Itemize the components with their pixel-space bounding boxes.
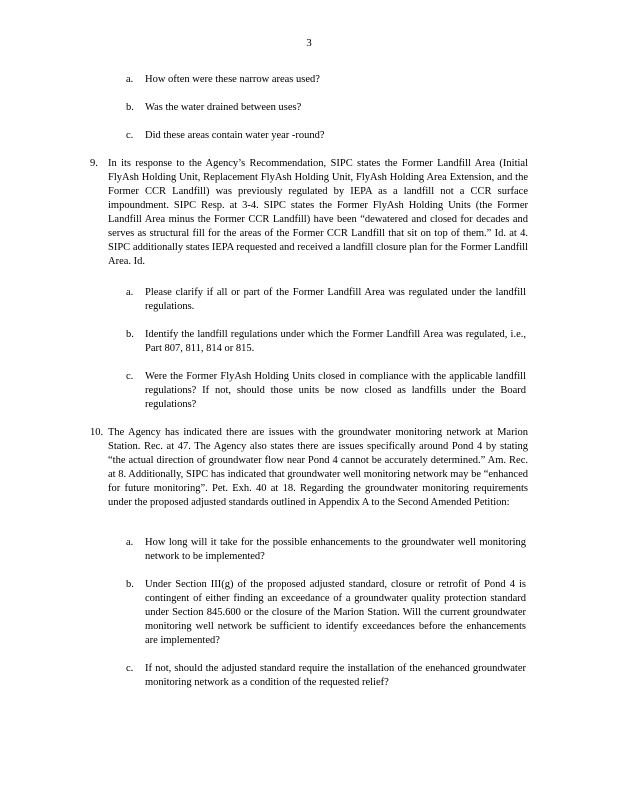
list-item [126, 101, 526, 115]
sub-item-letter: b. [126, 579, 134, 590]
sub-item-text: How often were these narrow areas used? [145, 74, 320, 85]
sub-item-text: Under Section III(g) of the proposed adjusted standard, closure or retrofit of Pond 4 is contingent of either finding an exceedance of a groundwater quality protection standard under Section 845.600 or the closure of the Marion Station. Will the current groundwater monitoring well network be sufficient to identify exceedances before the enhancements are implemented? [145, 579, 526, 646]
list-item [126, 662, 526, 690]
paragraph: In its response to the Agency’s Recommendation, SIPC states the Former Landfill Area (Initial FlyAsh Holding Unit, Replacement FlyAsh Holding Unit, FlyAsh Holding Area Extension, and the Former CCR Landfill) was previously regulated by IEPA as a landfill not a CCR surface impoundment. SIPC Resp. at 3-4. SIPC states the Former FlyAsh Holding Units (the Former Landfill Area minus the Former CCR Landfill) have been “dewatered and closed for decades and serves as structural fill for the areas of the Former CCR Landfill that sit on top of them.” Id. at 4. SIPC additionally states IEPA requested and received a landfill closure plan for the Former Landfill Area. Id. [108, 158, 528, 267]
sub-item-text: Identify the landfill regulations under which the Former Landfill Area was regulated, i.e., Part 807, 811, 814 or 815. [145, 329, 526, 354]
sub-item-letter: b. [126, 102, 134, 113]
list-item [126, 578, 526, 648]
sub-item-letter: a. [126, 287, 134, 298]
sub-item-letter: a. [126, 74, 134, 85]
sub-item-text: If not, should the adjusted standard require the installation of the enehanced groundwater monitoring network as a condition of the requested relief? [145, 663, 526, 688]
list-item [126, 73, 526, 87]
list-item [126, 536, 526, 564]
sub-item-text: How long will it take for the possible enhancements to the groundwater well monitoring network to be implemented? [145, 537, 526, 562]
sub-item-text: Please clarify if all or part of the Former Landfill Area was regulated under the landfill regulations. [145, 287, 526, 312]
sub-item-letter: c. [126, 371, 134, 382]
page-number: 3 [306, 37, 312, 49]
sub-item-letter: b. [126, 329, 134, 340]
sub-item-letter: c. [126, 663, 134, 674]
item-number: 10. [90, 427, 104, 438]
paragraph: The Agency has indicated there are issues with the groundwater monitoring network at Marion Station. Rec. at 47. The Agency also states there are issues specifically around Pond 4 by stating “the actual direction of groundwater flow near Pond 4 cannot be accurately determined.” Am. Rec. at 8. Additionally, SIPC has indicated that groundwater well monitoring network may be “enhanced for future monitoring”. Pet. Exh. 40 at 18. Regarding the groundwater monitoring requirements under the proposed adjusted standards outlined in Appendix A to the Second Amended Petition: [108, 427, 528, 508]
sub-item-letter: a. [126, 537, 134, 548]
sub-item-text: Were the Former FlyAsh Holding Units closed in compliance with the applicable landfill regulations? If not, should those units be now closed as landfills under the Board regulations? [145, 371, 526, 410]
list-item [126, 286, 526, 314]
list-item [126, 129, 526, 143]
sub-item-text: Did these areas contain water year -round? [145, 130, 325, 141]
list-item [126, 370, 526, 412]
list-item [126, 328, 526, 356]
item-number: 9. [90, 158, 98, 169]
sub-item-letter: c. [126, 130, 134, 141]
sub-item-text: Was the water drained between uses? [145, 102, 302, 113]
